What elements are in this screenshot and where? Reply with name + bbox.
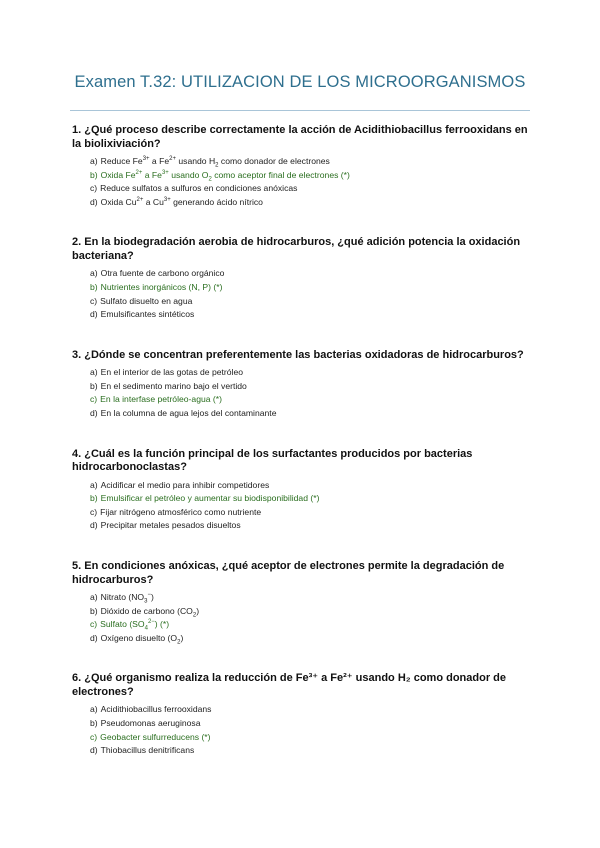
option-text: Geobacter sulfurreducens (*) xyxy=(100,731,211,742)
exam-title: Examen T.32: UTILIZACION DE LOS MICROORGANISMOS xyxy=(74,73,526,91)
option-text: Emulsificar el petróleo y aumentar su biodisponibilidad (*) xyxy=(100,493,320,504)
option-text: Reduce $Fe^{3+}$ a $Fe^{2+}$ usando $H_2$ como donador de electrones xyxy=(100,156,330,169)
question-text xyxy=(72,236,532,263)
option-letter: b) xyxy=(90,380,98,391)
option-letter: a) xyxy=(90,704,98,715)
answer-options xyxy=(72,591,532,645)
option-text: Otra fuente de carbono orgánico xyxy=(100,268,225,279)
option-letter: a) xyxy=(90,479,98,490)
option-letter: c) xyxy=(90,295,98,306)
answer-option xyxy=(90,605,532,619)
answer-option-correct xyxy=(90,393,532,407)
option-text: Precipitar metales pesados disueltos xyxy=(100,520,241,531)
question-5 xyxy=(72,560,532,645)
answer-options xyxy=(72,366,532,420)
answer-option xyxy=(90,308,532,322)
option-letter: d) xyxy=(90,745,98,756)
question-2 xyxy=(72,236,532,321)
option-text: En la columna de agua lejos del contaminante xyxy=(100,408,277,419)
question-body: En condiciones anóxicas, ¿qué aceptor de electrones permite la degradación de hidrocarburos? xyxy=(72,560,505,586)
option-letter: c) xyxy=(90,731,98,742)
option-text: Sulfato disuelto en agua xyxy=(100,295,193,306)
question-body: ¿Dónde se concentran preferentemente las bacterias oxidadoras de hidrocarburos? xyxy=(84,348,524,361)
question-text xyxy=(72,560,532,587)
option-letter: b) xyxy=(90,717,98,728)
question-body: En la biodegradación aerobia de hidrocarburos, ¿qué adición potencia la oxidación bacteriana? xyxy=(72,236,521,262)
option-text: Oxígeno disuelto $(O_2)$ xyxy=(100,632,184,646)
question-number: 5. xyxy=(72,560,82,572)
question-text xyxy=(72,672,532,699)
option-text: Oxida $Fe^{2+}$ a $Fe^{3+}$ usando $O_2$ como aceptor final de electrones (*) xyxy=(100,169,350,183)
question-number: 6. xyxy=(72,672,82,685)
option-letter: a) xyxy=(90,268,98,279)
question-3 xyxy=(72,349,532,421)
option-letter: b) xyxy=(90,605,98,616)
answer-option xyxy=(90,632,532,646)
option-text: Emulsificantes sintéticos xyxy=(100,309,195,320)
option-text: Acidificar el medio para inhibir competidores xyxy=(100,479,270,490)
option-letter: d) xyxy=(90,196,98,207)
option-letter: d) xyxy=(90,309,98,320)
option-letter: d) xyxy=(90,408,98,419)
option-letter: a) xyxy=(90,592,98,602)
question-1 xyxy=(72,124,532,209)
option-letter: b) xyxy=(90,493,98,504)
answer-option xyxy=(90,196,532,210)
answer-option xyxy=(90,744,532,758)
option-letter: d) xyxy=(90,520,98,531)
answer-option xyxy=(90,366,532,380)
answer-option xyxy=(90,506,532,520)
option-letter: c) xyxy=(90,394,98,405)
question-text xyxy=(72,448,532,475)
option-text: Reduce sulfatos a sulfuros en condiciones anóxicas xyxy=(100,183,298,194)
title-divider xyxy=(70,110,530,111)
answer-option-correct xyxy=(90,618,532,632)
answer-option xyxy=(90,380,532,394)
option-text: Fijar nitrógeno atmosférico como nutriente xyxy=(100,506,262,517)
option-text: Sulfato $(SO_4^{2-})$ (*) xyxy=(100,619,170,632)
question-number: 4. xyxy=(72,447,82,460)
question-body: ¿Qué organismo realiza la reducción de Fe³⁺ a Fe²⁺ usando H₂ como donador de electrones? xyxy=(72,672,506,698)
option-text: Thiobacillus denitrificans xyxy=(100,745,195,756)
option-text: En el interior de las gotas de petróleo xyxy=(100,367,244,378)
question-list xyxy=(72,124,532,785)
question-number: 2. xyxy=(72,236,82,249)
answer-option xyxy=(90,591,532,605)
answer-options xyxy=(72,267,532,321)
answer-options xyxy=(72,155,532,209)
answer-option-correct xyxy=(90,492,532,506)
option-letter: b) xyxy=(90,169,98,180)
option-letter: c) xyxy=(90,183,98,194)
option-text: Nitrato $(NO_3^-)$ xyxy=(100,592,154,605)
option-text: Nutrientes inorgánicos (N, P) (*) xyxy=(100,281,223,292)
answer-option-correct xyxy=(90,169,532,183)
question-body: ¿Cuál es la función principal de los surfactantes producidos por bacterias hidrocarbonoclastas? xyxy=(72,447,473,474)
option-text: En la interfase petróleo-agua (*) xyxy=(100,394,222,405)
answer-option xyxy=(90,407,532,421)
answer-option xyxy=(90,519,532,533)
option-letter: a) xyxy=(90,156,98,166)
answer-option-correct xyxy=(90,281,532,295)
option-letter: c) xyxy=(90,506,98,517)
answer-option xyxy=(90,182,532,196)
answer-option xyxy=(90,703,532,717)
option-text: En el sedimento marino bajo el vertido xyxy=(100,380,247,391)
option-letter: c) xyxy=(90,619,98,630)
question-body: ¿Qué proceso describe correctamente la acción de Acidithiobacillus ferrooxidans en la biolixiviación? xyxy=(72,124,528,150)
option-letter: b) xyxy=(90,281,98,292)
question-text xyxy=(72,124,532,151)
option-text: Oxida $Cu^{2+}$ a $Cu^{3+}$ generando ácido nítrico xyxy=(100,196,263,207)
question-4 xyxy=(72,448,532,533)
question-text xyxy=(72,349,532,363)
question-number: 1. xyxy=(72,124,82,136)
question-number: 3. xyxy=(72,348,82,361)
option-text: Dióxido de carbono $(CO_2)$ xyxy=(100,605,200,619)
option-letter: a) xyxy=(90,367,98,378)
answer-option xyxy=(90,717,532,731)
answer-option xyxy=(90,267,532,281)
answer-option xyxy=(90,479,532,493)
answer-option xyxy=(90,295,532,309)
question-6 xyxy=(72,672,532,757)
answer-option-correct xyxy=(90,731,532,745)
answer-options xyxy=(72,479,532,533)
answer-options xyxy=(72,703,532,757)
option-letter: d) xyxy=(90,632,98,643)
option-text: Acidithiobacillus ferrooxidans xyxy=(100,704,212,715)
answer-option xyxy=(90,155,532,169)
option-text: Pseudomonas aeruginosa xyxy=(100,717,201,728)
